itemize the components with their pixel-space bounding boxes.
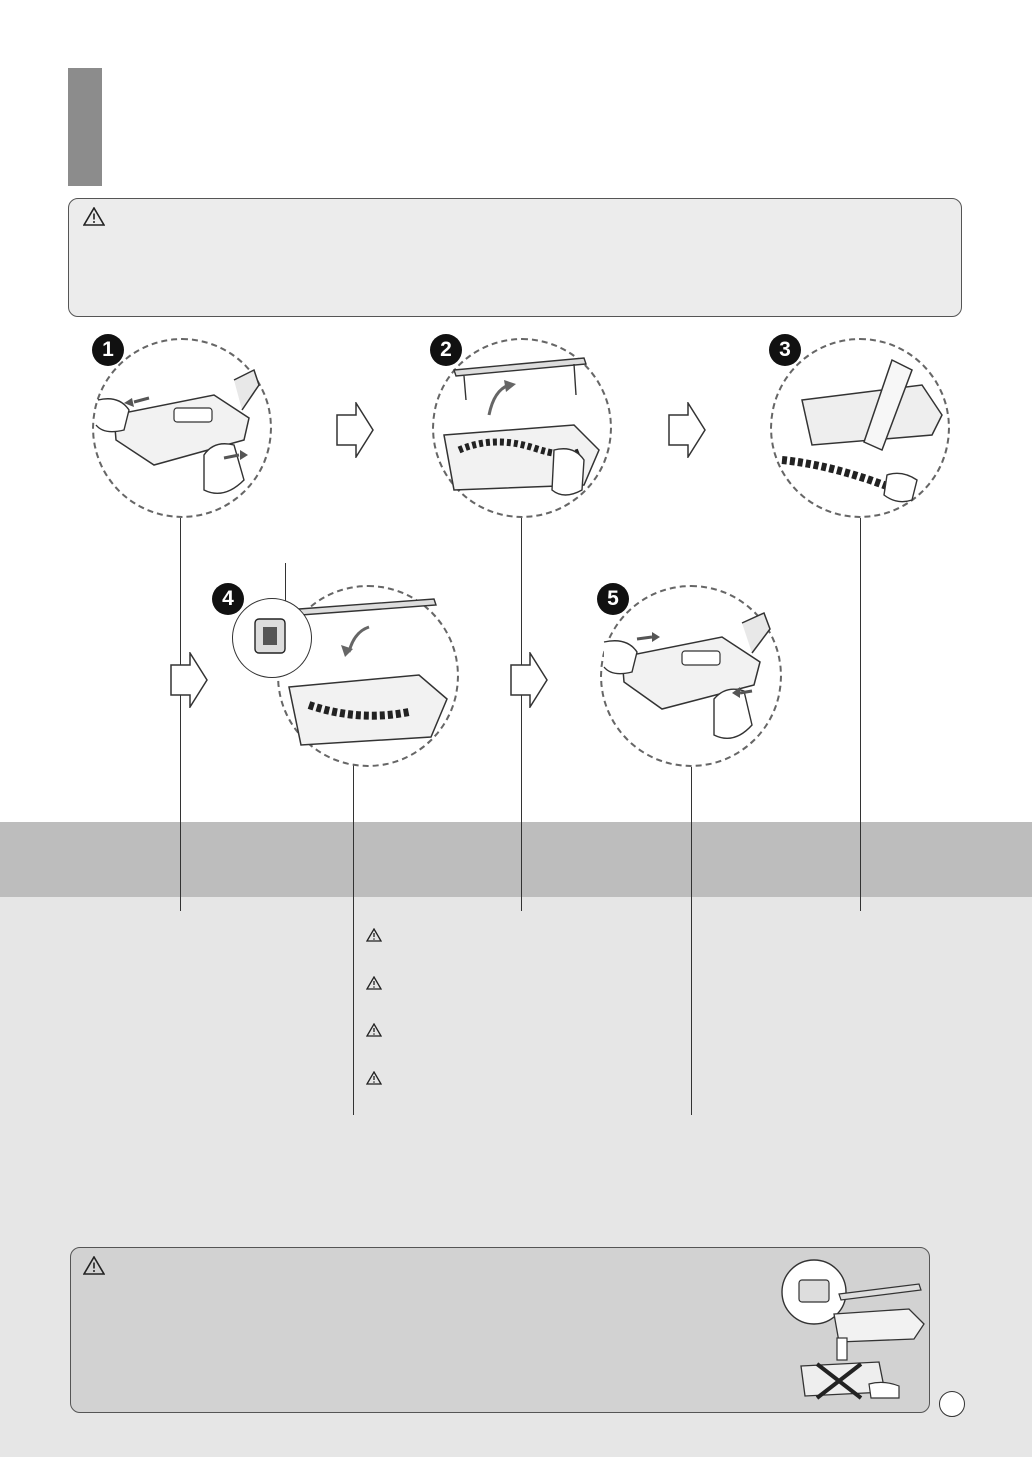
- leader-line-step-1: [180, 518, 181, 911]
- leader-line-step-4: [353, 765, 354, 1115]
- step-5-circle: [600, 585, 782, 767]
- right-arrow-icon: [336, 402, 374, 458]
- brush-removed-illustration: [772, 340, 948, 516]
- section-tab: [68, 68, 102, 186]
- right-arrow-icon: [668, 402, 706, 458]
- step-5-number: 5: [597, 583, 629, 615]
- step-2-circle: [432, 338, 612, 518]
- warning-triangle-icon: [366, 976, 382, 990]
- brush-end-cap-illustration: [233, 599, 310, 676]
- warning-triangle-icon: [366, 1071, 382, 1085]
- step-1-circle: [92, 338, 272, 518]
- leader-line-step-3: [860, 518, 861, 911]
- warning-triangle-icon: [366, 928, 382, 942]
- step-2-number: 2: [430, 334, 462, 366]
- step-1-number: 1: [92, 334, 124, 366]
- nozzle-open-illustration: [434, 340, 610, 516]
- bottom-caution-box: [70, 1247, 930, 1413]
- nozzle-closed-illustration: [602, 587, 780, 765]
- step-4-detail-circle: [232, 598, 312, 678]
- right-arrow-icon: [510, 652, 548, 708]
- top-caution-box: [68, 198, 962, 317]
- leader-line-step-5: [691, 765, 692, 1115]
- warning-triangle-icon: [366, 1023, 382, 1037]
- warning-triangle-icon: [83, 207, 105, 226]
- instruction-header-band: [0, 822, 1032, 897]
- step-4-number: 4: [212, 583, 244, 615]
- nozzle-cover-illustration: [779, 1254, 929, 1344]
- step-3-number: 3: [769, 334, 801, 366]
- step-3-circle: [770, 338, 950, 518]
- nozzle-illustration: [94, 340, 270, 516]
- leader-line-step-2: [521, 518, 522, 911]
- right-arrow-icon: [170, 652, 208, 708]
- do-not-pick-up-illustration: [789, 1334, 901, 1408]
- warning-triangle-icon: [83, 1256, 105, 1275]
- page-number-badge: [939, 1391, 965, 1417]
